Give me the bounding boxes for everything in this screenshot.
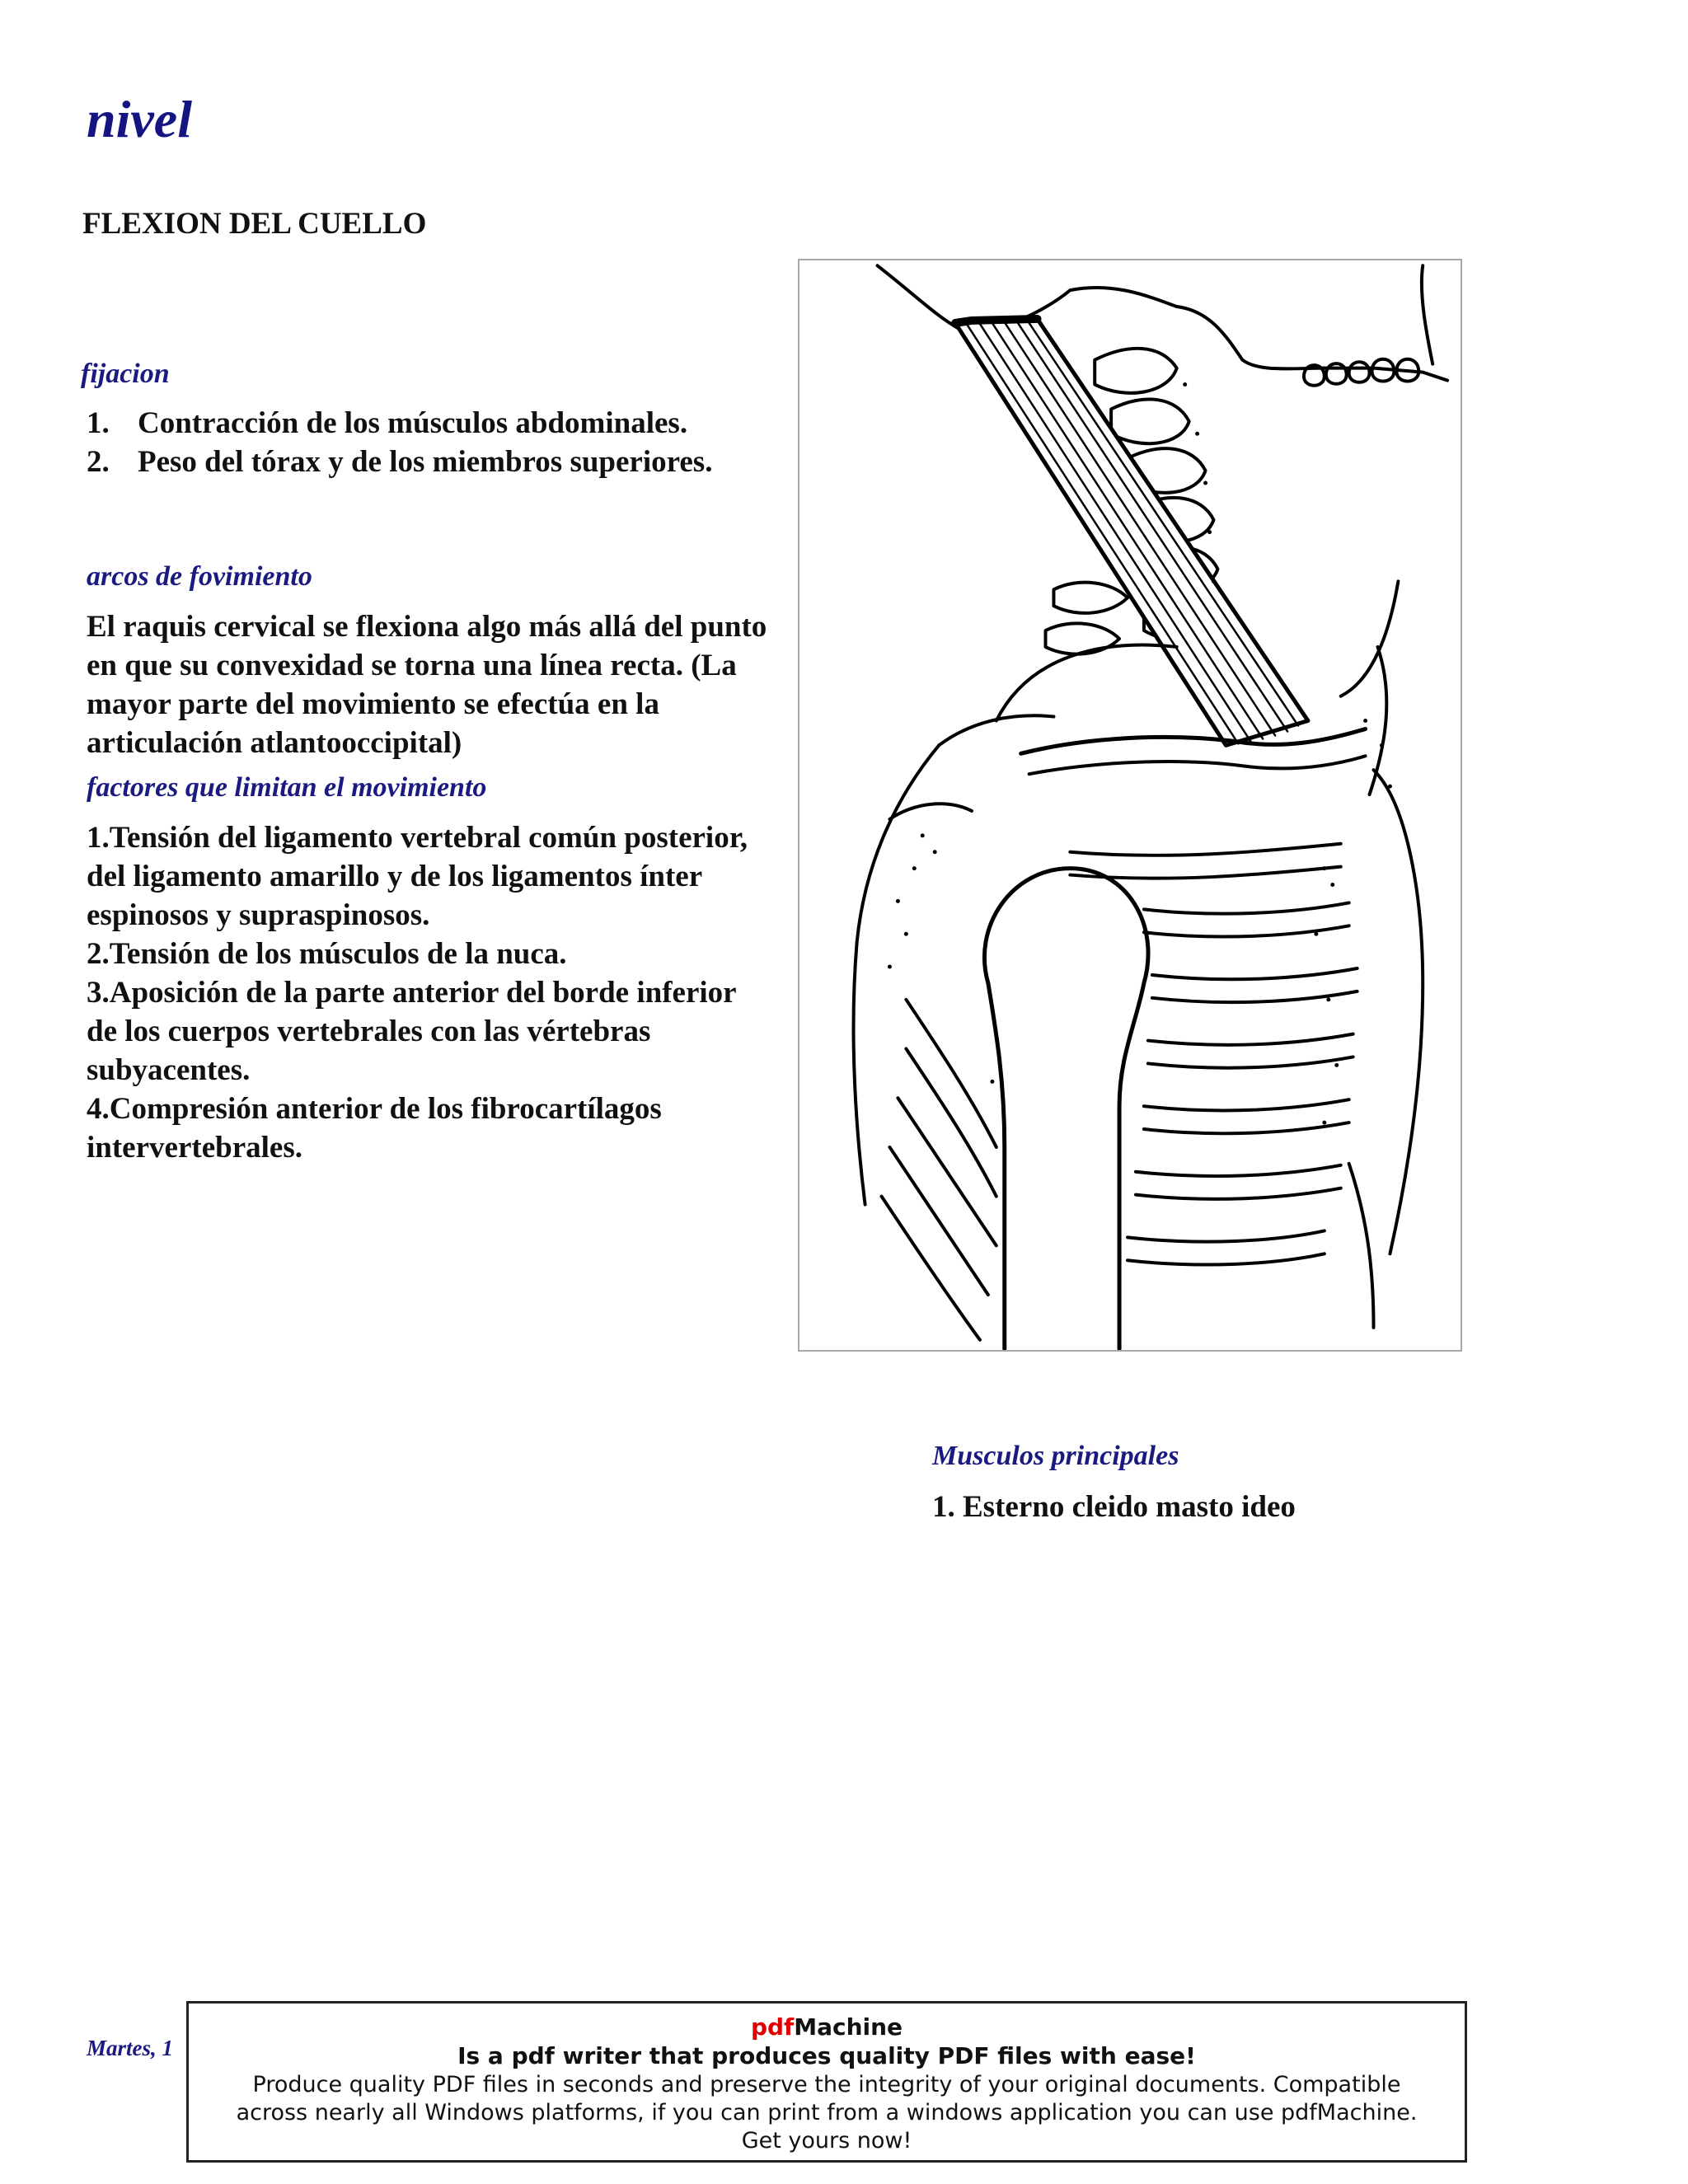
- item-text: Tensión de los músculos de la nuca.: [109, 937, 567, 971]
- item-number: 4.: [87, 1092, 110, 1126]
- arcos-paragraph: El raquis cervical se flexiona algo más allá del punto en que su convexidad se torna una línea recta. (La mayor parte del movimiento se efectúa en la articulación atlantooccipital): [87, 610, 767, 760]
- ad-brand-machine: Machine: [794, 2013, 903, 2041]
- item-number: 1.: [87, 821, 110, 855]
- musculos-item: 1. Esterno cleido masto ideo: [932, 1490, 1296, 1524]
- factores-heading: factores que limitan el movimiento: [87, 772, 487, 803]
- item-number: 2.: [87, 445, 110, 479]
- item-number: 3.: [87, 976, 110, 1010]
- fijacion-list: [87, 404, 828, 481]
- item-text: Compresión anterior de los fibrocartílagos intervertebrales.: [87, 1092, 662, 1165]
- ad-brand-pdf: pdf: [750, 2013, 795, 2041]
- item-text: Tensión del ligamento vertebral común posterior, del ligamento amarillo y de los ligamentos ínter espinosos y supraspinosos.: [87, 821, 748, 932]
- fijacion-heading: fijacion: [81, 359, 170, 389]
- musculos-heading: Musculos principales: [932, 1441, 1179, 1471]
- list-item: [87, 404, 828, 443]
- list-item: [87, 1090, 762, 1167]
- page-title: FLEXION DEL CUELLO: [82, 207, 427, 241]
- arcos-heading: arcos de fovimiento: [87, 561, 312, 592]
- ad-body: Produce quality PDF files in seconds and preserve the integrity of your original documents. Compatible across nearly all Windows platforms, if you can print from a windows application you can use pdfMachine.: [236, 2072, 1418, 2125]
- footer-date: Martes, 1: [87, 2036, 174, 2060]
- list-item: [87, 818, 762, 935]
- list-item: [87, 935, 762, 973]
- item-number: 2.: [87, 937, 110, 971]
- anatomy-figure: [798, 259, 1462, 1352]
- document-brand: nivel: [87, 90, 192, 148]
- factores-list: [87, 818, 762, 1167]
- ad-cta-link[interactable]: Get yours now!: [741, 2128, 912, 2154]
- list-item: [87, 973, 762, 1090]
- ad-brand: [189, 2013, 1465, 2041]
- item-text: Aposición de la parte anterior del borde inferior de los cuerpos vertebrales con las vértebras subyacentes.: [87, 976, 736, 1087]
- pdfmachine-ad-box[interactable]: [186, 2001, 1467, 2163]
- item-text: Contracción de los músculos abdominales.: [138, 406, 688, 440]
- item-number: 1.: [87, 406, 110, 440]
- neck-thorax-illustration: [799, 260, 1461, 1350]
- list-item: [87, 443, 828, 481]
- ad-tagline: Is a pdf writer that produces quality PDF files with ease!: [457, 2042, 1196, 2069]
- item-text: Peso del tórax y de los miembros superiores.: [138, 445, 713, 479]
